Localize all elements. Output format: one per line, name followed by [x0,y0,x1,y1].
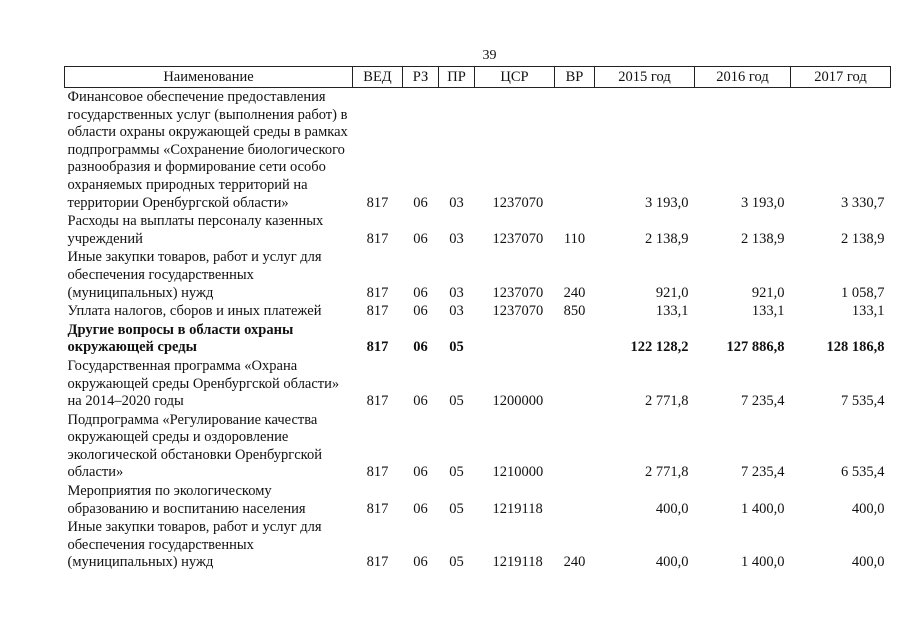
row-value-2016: 133,1 [751,303,785,320]
row-ved: 817 [366,339,389,356]
col-header-csr: ЦСР [475,67,555,88]
row-ved: 817 [366,500,389,517]
row-ved: 817 [366,464,389,481]
row-csr: 1237070 [492,303,544,320]
row-name: Подпрограмма «Регулирование качества окружающей среды и оздоровление экологической обстановки Оренбургской области» [67,411,322,481]
row-rz: 06 [413,303,428,320]
row-pr: 05 [449,339,464,356]
row-name: Иные закупки товаров, работ и услуг для обеспечения государственных (муниципальных) нужд [67,249,322,301]
table-body [65,88,891,573]
row-vr [555,482,595,518]
row-name: Другие вопросы в области охраны окружающей среды [67,321,294,356]
row-vr [555,88,595,213]
col-header-2016: 2016 год [695,67,791,88]
row-rz: 06 [413,393,428,410]
row-pr: 05 [449,393,464,410]
col-header-ved: ВЕД [353,67,403,88]
row-value-2017: 6 535,4 [841,464,885,481]
row-value-2016: 921,0 [751,284,785,301]
row-value-2016: 7 235,4 [741,393,785,410]
row-pr: 03 [449,284,464,301]
row-name: Расходы на выплаты персоналу казенных учреждений [67,213,324,247]
row-value-2016: 1 400,0 [741,554,785,571]
row-ved: 817 [366,393,389,410]
row-vr: 240 [563,554,586,571]
row-pr: 03 [449,303,464,320]
row-pr: 05 [449,464,464,481]
row-rz: 06 [413,554,428,571]
row-value-2015: 3 193,0 [645,194,689,211]
row-vr: 240 [563,284,586,301]
row-value-2015: 2 771,8 [645,393,689,410]
col-header-vr: ВР [555,67,595,88]
col-header-rz: РЗ [403,67,439,88]
table-row [65,518,891,572]
row-value-2017: 7 535,4 [841,393,885,410]
row-vr: 110 [563,230,586,247]
row-value-2015: 2 771,8 [645,464,689,481]
row-value-2017: 3 330,7 [841,194,885,211]
row-rz: 06 [413,339,428,356]
row-ved: 817 [366,303,389,320]
row-value-2016: 1 400,0 [741,500,785,517]
row-value-2017: 400,0 [851,554,885,571]
row-vr [555,357,595,411]
row-name: Мероприятия по экологическому образованию и воспитанию населения [67,483,306,517]
row-value-2015: 400,0 [655,500,689,517]
row-name: Уплата налогов, сборов и иных платежей [67,303,322,320]
row-value-2017: 400,0 [851,500,885,517]
row-value-2016: 3 193,0 [741,194,785,211]
col-header-2015: 2015 год [595,67,695,88]
table-row [65,411,891,482]
col-header-pr: ПР [439,67,475,88]
row-csr: 1200000 [492,393,544,410]
row-pr: 03 [449,194,464,211]
row-vr [555,321,595,357]
row-rz: 06 [413,230,428,247]
col-header-2017: 2017 год [791,67,891,88]
table-row [65,88,891,213]
row-csr: 1237070 [492,194,544,211]
row-csr: 1237070 [492,284,544,301]
row-vr [555,411,595,482]
row-value-2015: 400,0 [655,554,689,571]
row-pr: 05 [449,554,464,571]
table-row [65,321,891,357]
row-value-2017: 1 058,7 [841,284,885,301]
table-row [65,248,891,302]
row-value-2017: 133,1 [851,303,885,320]
row-csr: 1237070 [492,230,544,247]
row-rz: 06 [413,464,428,481]
row-name: Государственная программа «Охрана окружающей среды Оренбургской области» на 2014–2020 годы [67,357,340,410]
row-value-2016: 127 886,8 [726,339,785,356]
budget-table [64,66,891,572]
row-rz: 06 [413,194,428,211]
row-pr: 05 [449,500,464,517]
row-csr: 1219118 [492,554,543,571]
row-value-2015: 122 128,2 [630,339,689,356]
row-value-2017: 128 186,8 [826,339,885,356]
row-value-2016: 7 235,4 [741,464,785,481]
row-csr: 1210000 [492,464,544,481]
row-value-2016: 2 138,9 [741,230,785,247]
row-ved: 817 [366,194,389,211]
row-rz: 06 [413,284,428,301]
row-rz: 06 [413,500,428,517]
table-row [65,482,891,518]
row-value-2015: 921,0 [655,284,689,301]
row-vr: 850 [563,303,586,320]
row-csr [475,321,555,357]
row-value-2015: 2 138,9 [645,230,689,247]
row-ved: 817 [366,284,389,301]
row-ved: 817 [366,554,389,571]
row-name: Иные закупки товаров, работ и услуг для обеспечения государственных (муниципальных) нужд [67,519,322,571]
table-header-row [65,67,891,88]
col-header-name: Наименование [65,67,353,88]
row-name: Финансовое обеспечение предоставления государственных услуг (выполнения работ) в области охраны окружающей среды в рамках подпрограммы «Сохранение биологического разнообразия и формирование сети особо охраняемых природных территорий на территории Оренбургской области» [67,89,348,211]
table-row [65,212,891,248]
row-value-2015: 133,1 [655,303,689,320]
table-row [65,302,891,321]
row-csr: 1219118 [492,500,543,517]
table-row [65,357,891,411]
page-number: 39 [482,48,497,63]
row-value-2017: 2 138,9 [841,230,885,247]
row-ved: 817 [366,230,389,247]
row-pr: 03 [449,230,464,247]
